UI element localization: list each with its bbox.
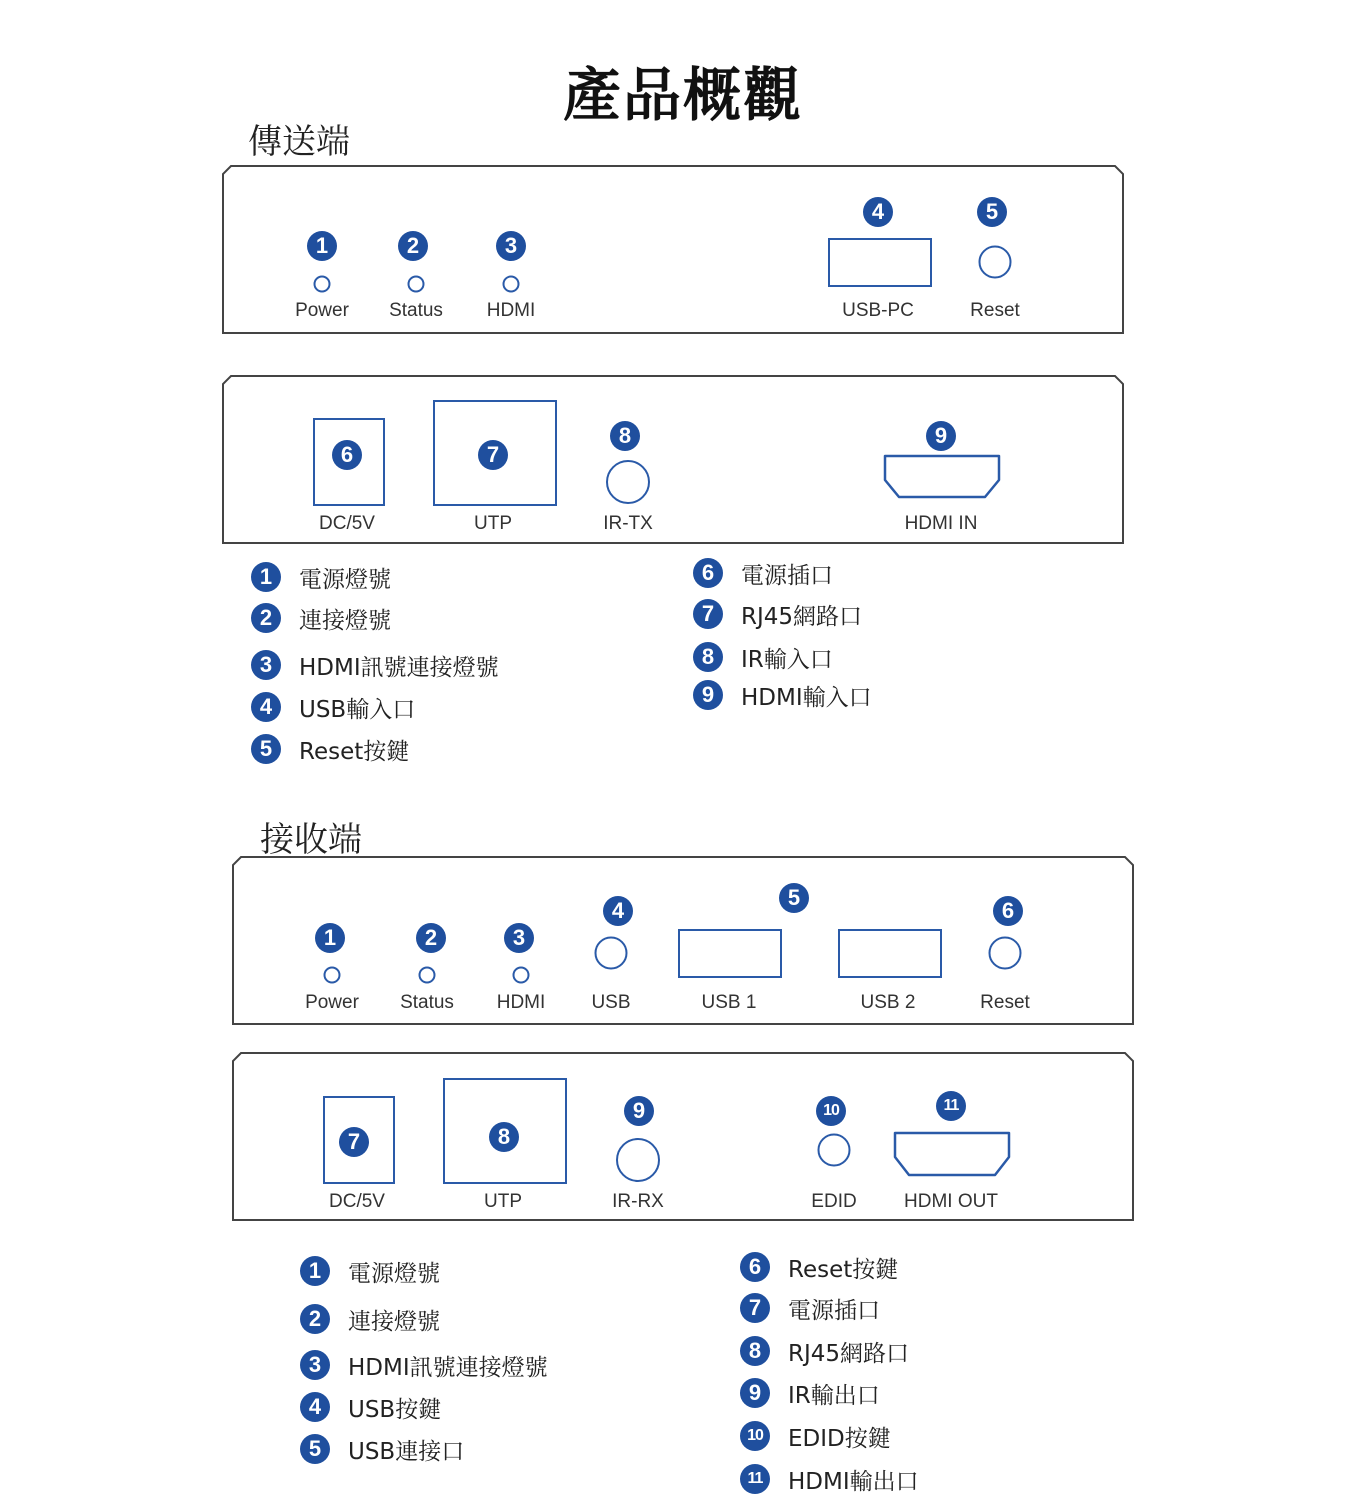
rx-legend-right — [740, 1252, 919, 1494]
tx-label-hdmi: HDMI — [486, 300, 536, 321]
tx-label-power: Power — [295, 300, 349, 321]
legend-item: 10 EDID按鍵 — [740, 1421, 919, 1451]
legend-item: 7 RJ45網路口 — [693, 599, 872, 629]
rx-front-badge-3: 3 — [504, 923, 534, 953]
rx-hdmi-led — [513, 967, 530, 984]
tx-label-utp: UTP — [474, 513, 512, 534]
rx-front-badge-4: 4 — [603, 896, 633, 926]
tx-hdmi-led — [503, 276, 520, 293]
tx-reset-button — [979, 246, 1012, 279]
legend-item: 7 電源插口 — [740, 1293, 919, 1323]
legend-item: 3 HDMI訊號連接燈號 — [251, 650, 499, 680]
legend-item: 1 電源燈號 — [300, 1256, 548, 1286]
rx-status-led — [419, 967, 436, 984]
rx-label-ir-rx: IR-RX — [612, 1191, 664, 1212]
legend-item: 2 連接燈號 — [300, 1304, 548, 1334]
rx-front-badge-1: 1 — [315, 923, 345, 953]
legend-item: 9 IR輸出口 — [740, 1378, 919, 1408]
tx-rear-badge-7: 7 — [478, 440, 508, 470]
rx-label-usb: USB — [591, 992, 631, 1013]
tx-front-badge-3: 3 — [496, 231, 526, 261]
rx-label-hdmi: HDMI — [496, 992, 546, 1013]
rx-front-badge-2: 2 — [416, 923, 446, 953]
legend-item: 3 HDMI訊號連接燈號 — [300, 1350, 548, 1380]
tx-power-led — [314, 276, 331, 293]
rx-usb2-port — [838, 929, 942, 978]
legend-item: 4 USB輸入口 — [251, 692, 499, 722]
rx-usb1-port — [678, 929, 782, 978]
rx-rear-badge-10: 10 — [816, 1096, 846, 1126]
tx-rear-badge-8: 8 — [610, 421, 640, 451]
tx-label-status: Status — [389, 300, 443, 321]
rx-label-usb2: USB 2 — [860, 992, 916, 1013]
hdmi-out-port — [895, 1133, 1009, 1175]
rx-label-hdmi-out: HDMI OUT — [904, 1191, 998, 1212]
rx-label-usb1: USB 1 — [701, 992, 757, 1013]
tx-rear-badge-9: 9 — [926, 421, 956, 451]
hdmi-in-port — [885, 456, 999, 497]
rx-rear-badge-9: 9 — [624, 1096, 654, 1126]
legend-item: 9 HDMI輸入口 — [693, 680, 872, 710]
tx-label-reset: Reset — [970, 300, 1020, 321]
tx-legend-right — [693, 558, 872, 710]
rx-usb-button — [595, 937, 628, 970]
legend-item: 6 Reset按鍵 — [740, 1252, 919, 1282]
rx-label-power: Power — [305, 992, 359, 1013]
tx-usb-pc-port — [828, 238, 932, 287]
tx-label-ir-tx: IR-TX — [603, 513, 653, 534]
legend-item: 4 USB按鍵 — [300, 1392, 548, 1422]
rx-power-led — [324, 967, 341, 984]
legend-item: 2 連接燈號 — [251, 603, 499, 633]
tx-status-led — [408, 276, 425, 293]
tx-label-usb-pc: USB-PC — [842, 300, 914, 321]
legend-item: 6 電源插口 — [693, 558, 872, 588]
tx-legend-left — [251, 562, 499, 764]
legend-item: 8 RJ45網路口 — [740, 1336, 919, 1366]
tx-front-badge-5: 5 — [977, 197, 1007, 227]
tx-front-badge-4: 4 — [863, 197, 893, 227]
rx-ir-rx-jack — [616, 1138, 660, 1182]
legend-item: 1 電源燈號 — [251, 562, 499, 592]
rx-label-reset: Reset — [980, 992, 1030, 1013]
rx-label-edid: EDID — [811, 1191, 857, 1212]
legend-item: 5 USB連接口 — [300, 1434, 548, 1464]
rx-legend-left — [300, 1256, 548, 1464]
tx-ir-tx-jack — [606, 460, 650, 504]
rx-front-badge-5: 5 — [779, 883, 809, 913]
rx-label-status: Status — [400, 992, 454, 1013]
receiver-heading: 接收端 — [260, 820, 362, 860]
transmitter-heading: 傳送端 — [248, 122, 350, 162]
tx-rear-badge-6: 6 — [332, 440, 362, 470]
page-title: 產品概觀 — [562, 61, 803, 129]
legend-item: 5 Reset按鍵 — [251, 734, 499, 764]
rx-rear-badge-7: 7 — [339, 1127, 369, 1157]
rx-edid-button — [818, 1134, 851, 1167]
tx-front-badge-1: 1 — [307, 231, 337, 261]
legend-item: 8 IR輸入口 — [693, 642, 872, 672]
tx-front-badge-2: 2 — [398, 231, 428, 261]
tx-label-hdmi-in: HDMI IN — [904, 513, 978, 534]
rx-rear-badge-8: 8 — [489, 1122, 519, 1152]
tx-label-dc: DC/5V — [319, 513, 375, 534]
rx-label-utp: UTP — [484, 1191, 522, 1212]
rx-reset-button — [989, 937, 1022, 970]
rx-front-badge-6: 6 — [993, 896, 1023, 926]
rx-rear-badge-11: 11 — [936, 1091, 966, 1121]
rx-label-dc: DC/5V — [329, 1191, 385, 1212]
legend-item: 11 HDMI輸出口 — [740, 1464, 919, 1494]
